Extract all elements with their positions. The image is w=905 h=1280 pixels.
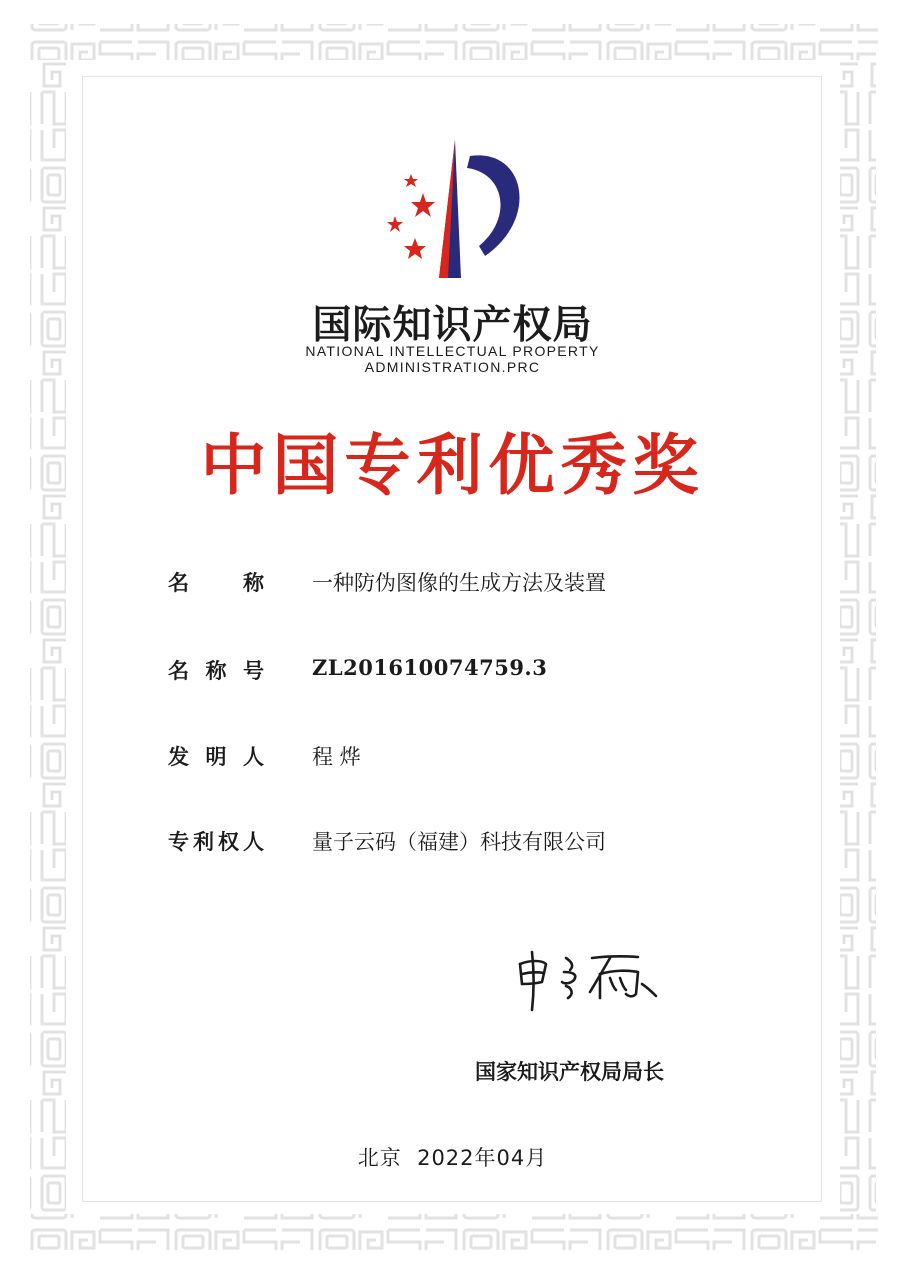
field-value-patentee: 量子云码（福建）科技有限公司 <box>312 830 606 854</box>
label-char: 称 <box>205 658 227 683</box>
field-value-number: ZL201610074759.3 <box>312 655 548 680</box>
label-char: 发 <box>168 744 189 769</box>
field-label-name <box>168 567 264 597</box>
issuer-name-english-line2: ADMINISTRATION.PRC <box>364 359 541 375</box>
field-value-inventor: 程 烨 <box>312 745 361 769</box>
label-char: 号 <box>243 658 264 683</box>
label-char: 称 <box>243 570 264 595</box>
cnipa-emblem-icon <box>375 138 535 278</box>
label-char: 人 <box>243 829 264 854</box>
label-char: 利 <box>193 829 214 854</box>
issuer-name-english-line1: NATIONAL INTELLECTUAL PROPERTY <box>305 343 600 359</box>
label-char: 人 <box>243 744 264 769</box>
field-label-patentee <box>168 826 264 856</box>
field-value-name: 一种防伪图像的生成方法及装置 <box>312 571 606 595</box>
field-label-inventor <box>168 741 264 771</box>
label-char: 名 <box>168 658 189 683</box>
place-and-date: 北京 2022年04月 <box>357 1146 548 1170</box>
award-title: 中国专利优秀奖 <box>200 427 705 504</box>
label-char: 权 <box>218 829 239 854</box>
handwritten-signature <box>512 948 660 1014</box>
signer-title: 国家知识产权局局长 <box>475 1059 664 1084</box>
issuer-name-chinese: 国际知识产权局 <box>312 303 593 348</box>
label-char: 明 <box>205 744 227 769</box>
label-char: 名 <box>168 570 189 595</box>
label-char: 专 <box>168 829 189 854</box>
field-label-number <box>168 655 264 685</box>
